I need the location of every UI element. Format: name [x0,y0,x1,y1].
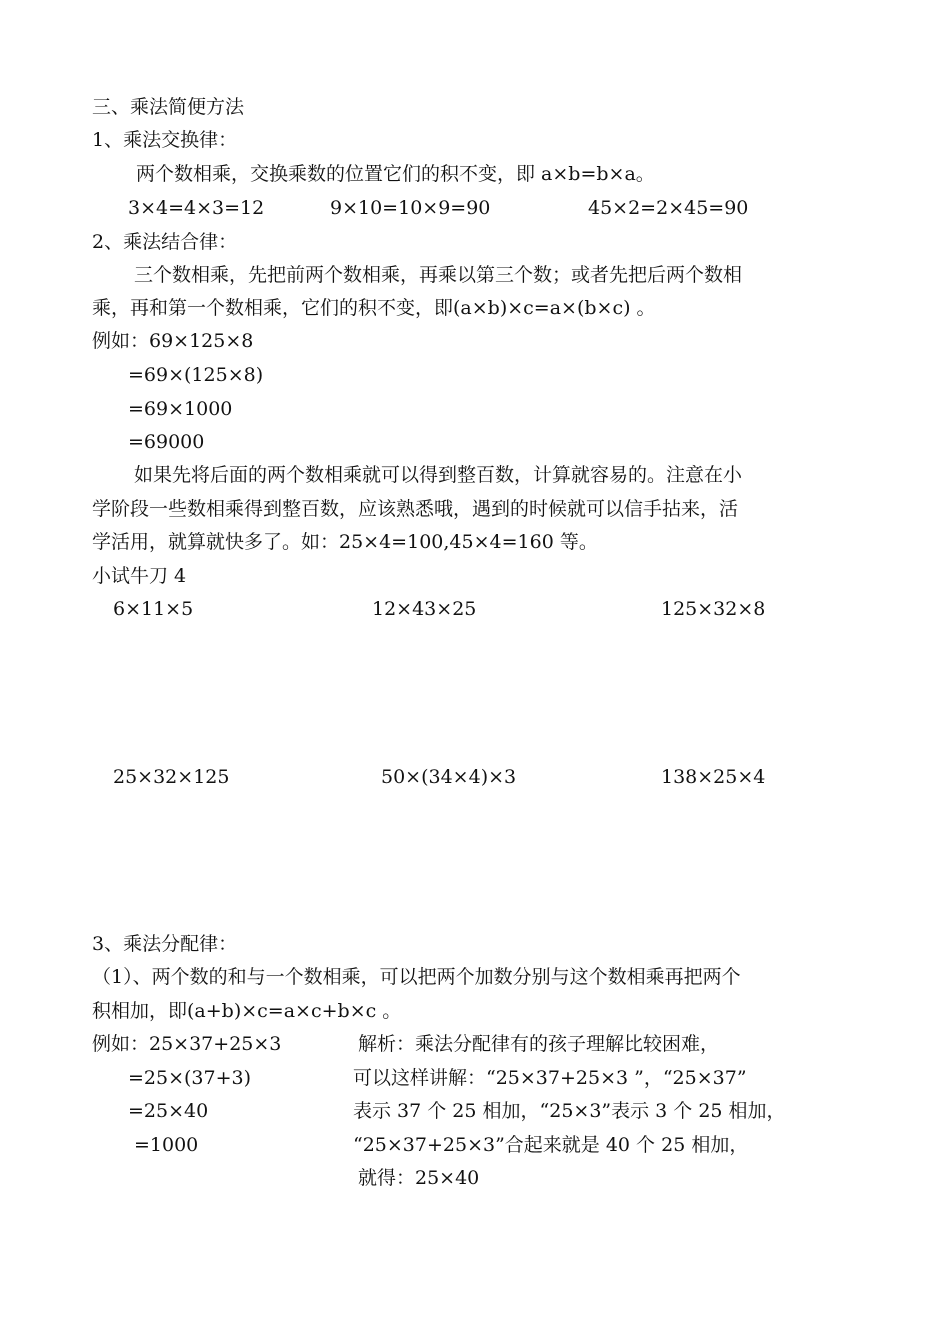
associative-example-step-2: =69×1000 [128,398,233,420]
commutative-example-1: 3×4=4×3=12 [128,197,265,219]
distributive-rule-line-1: （1）、两个数的和与一个数相乘，可以把两个加数分别与这个数相乘再把两个 [92,966,741,988]
practice-problem-6: 138×25×4 [661,766,766,788]
analysis-line-3: 表示 37 个 25 相加，“25×3”表示 3 个 25 相加， [353,1100,786,1122]
associative-example-step-3: =69000 [128,431,205,453]
associative-note-line-2: 学阶段一些数相乘得到整百数，应该熟悉哦，遇到的时候就可以信手拈来，活 [92,498,739,520]
section-title: 三、乘法简便方法 [92,96,245,118]
distributive-example-label: 例如：25×37+25×3 [92,1033,282,1055]
associative-definition-line-2: 乘，再和第一个数相乘，它们的积不变，即(a×b)×c=a×(b×c) 。 [92,297,656,319]
practice-problem-1: 6×11×5 [113,598,194,620]
commutative-example-3: 45×2=2×45=90 [588,197,749,219]
practice-title: 小试牛刀 4 [92,565,187,587]
associative-example-label: 例如：69×125×8 [92,330,254,352]
distributive-rule-line-2: 积相加，即(a+b)×c=a×c+b×c 。 [92,1000,402,1022]
distributive-example-step-1: =25×(37+3) [128,1067,252,1089]
practice-problem-4: 25×32×125 [113,766,230,788]
commutative-example-2: 9×10=10×9=90 [330,197,491,219]
associative-heading: 2、乘法结合律： [92,231,238,253]
analysis-line-4: “25×37+25×3”合起来就是 40 个 25 相加， [353,1134,749,1156]
associative-note-line-1: 如果先将后面的两个数相乘就可以得到整百数，计算就容易的。注意在小 [134,464,743,486]
commutative-definition: 两个数相乘，交换乘数的位置它们的积不变，即 a×b=b×a。 [136,163,655,185]
distributive-example-step-3: =1000 [134,1134,199,1156]
distributive-heading: 3、乘法分配律： [92,933,238,955]
associative-example-step-1: =69×(125×8) [128,364,264,386]
associative-note-line-3: 学活用，就算就快多了。如：25×4=100,45×4=160 等。 [92,531,598,553]
associative-definition-line-1: 三个数相乘，先把前两个数相乘，再乘以第三个数；或者先把后两个数相 [134,264,743,286]
practice-problem-3: 125×32×8 [661,598,766,620]
analysis-line-1: 解析：乘法分配律有的孩子理解比较困难， [358,1033,720,1055]
practice-problem-2: 12×43×25 [372,598,477,620]
practice-problem-5: 50×(34×4)×3 [381,766,517,788]
distributive-example-step-2: =25×40 [128,1100,209,1122]
commutative-heading: 1、乘法交换律： [92,129,238,151]
analysis-line-2: 可以这样讲解：“25×37+25×3 ”，“25×37” [353,1067,747,1089]
analysis-line-5: 就得：25×40 [358,1167,480,1189]
